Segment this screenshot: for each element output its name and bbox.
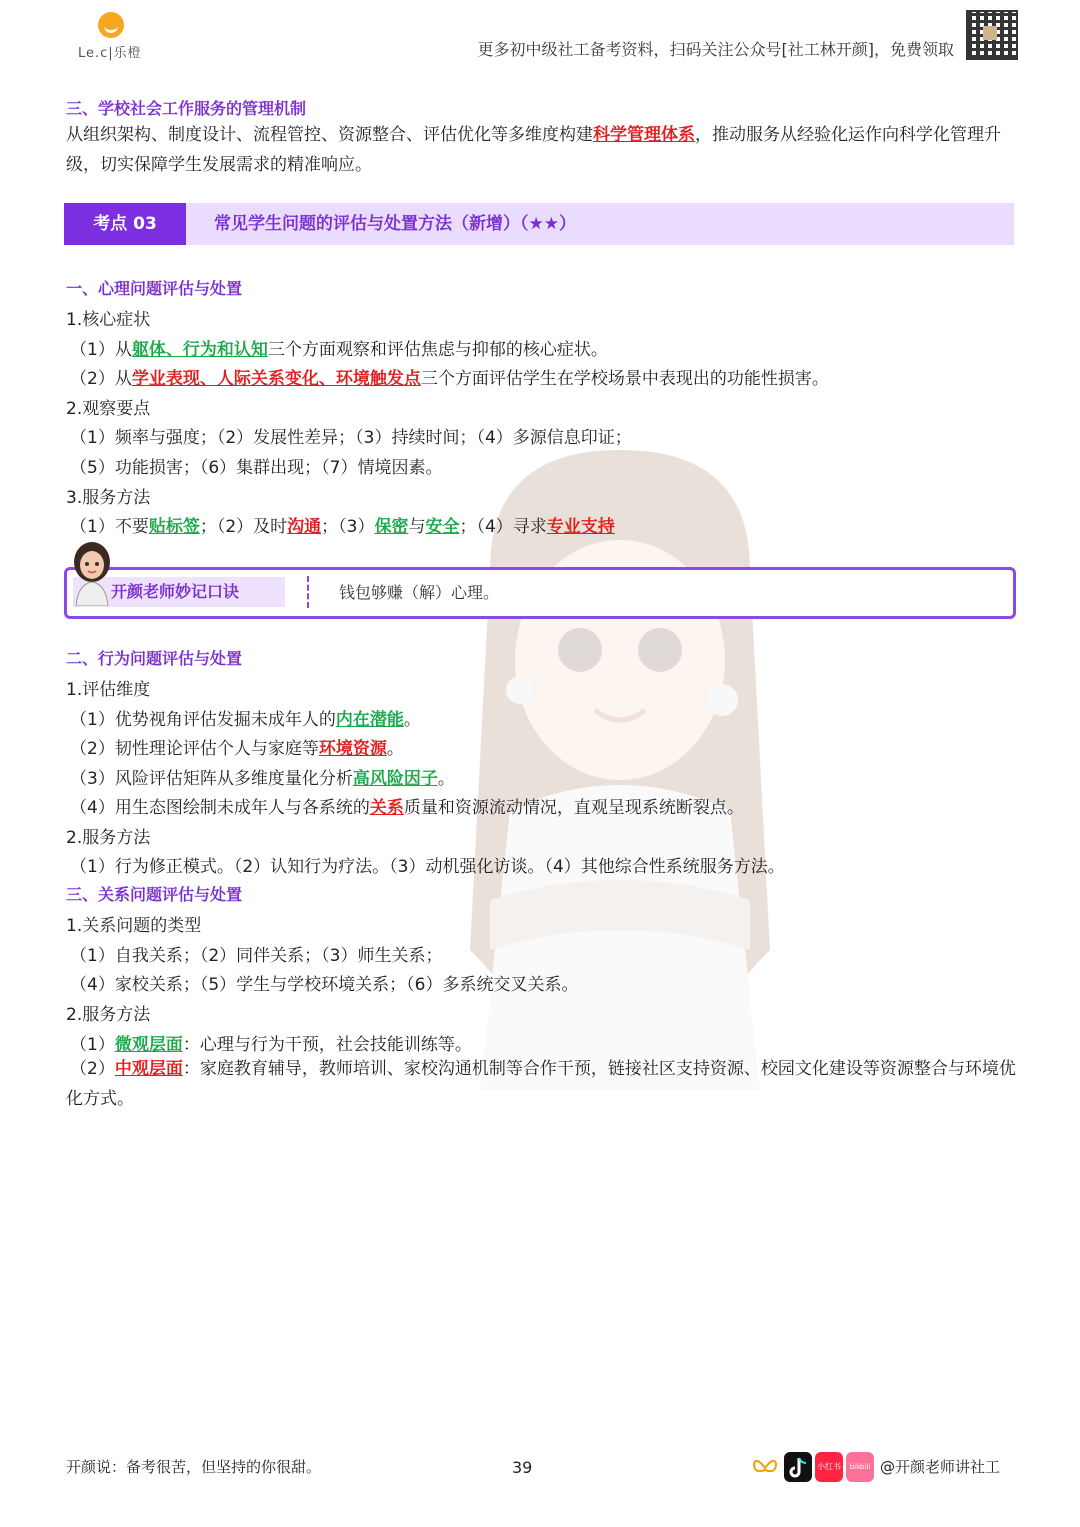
section-heading-behavior: 二、行为问题评估与处置 <box>66 649 243 668</box>
mnemonic-label: 开颜老师妙记口诀 <box>73 577 285 607</box>
qr-code-icon[interactable] <box>966 10 1018 60</box>
kaodian-title: 常见学生问题的评估与处置方法（新增）（★★） <box>214 214 576 234</box>
teacher-avatar-icon <box>70 540 114 606</box>
behavior-item-3: （3）风险评估矩阵从多维度量化分析高风险因子。 <box>70 769 455 789</box>
butterfly-icon[interactable] <box>752 1456 778 1480</box>
mnemonic-text: 钱包够赚（解）心理。 <box>339 583 500 602</box>
psych-item-2: （2）从学业表现、人际关系变化、环境触发点三个方面评估学生在学校场景中表现出的功能性损害。 <box>70 369 829 389</box>
psych-item-1: （1）从躯体、行为和认知三个方面观察和评估焦虑与抑郁的核心症状。 <box>70 340 608 360</box>
psych-observation-line-1: （1）频率与强度；（2）发展性差异；（3）持续时间；（4）多源信息印证； <box>70 428 632 448</box>
psych-methods-line: （1）不要贴标签；（2）及时沟通；（3）保密与安全；（4）寻求专业支持 <box>70 517 615 537</box>
footer-motto: 开颜说：备考很苦，但坚持的你很甜。 <box>66 1458 322 1476</box>
highlight-science-management: 科学管理体系 <box>593 125 695 145</box>
relationship-types-line-1: （1）自我关系；（2）同伴关系；（3）师生关系； <box>70 946 443 966</box>
behavior-sub-methods: 2.服务方法 <box>66 828 151 848</box>
section-heading-management: 三、学校社会工作服务的管理机制 <box>66 99 307 118</box>
bilibili-icon[interactable]: bilibili <box>846 1452 874 1482</box>
relationship-method-1: （1）微观层面：心理与行为干预，社会技能训练等。 <box>70 1035 472 1055</box>
behavior-item-2: （2）韧性理论评估个人与家庭等环境资源。 <box>70 739 404 759</box>
section-heading-psych: 一、心理问题评估与处置 <box>66 279 243 298</box>
kaodian-tag: 考点 03 <box>64 203 186 245</box>
relationship-types-line-2: （4）家校关系；（5）学生与学校环境关系；（6）多系统交叉关系。 <box>70 975 579 995</box>
page-number: 39 <box>512 1458 533 1477</box>
mnemonic-divider <box>307 576 309 608</box>
social-handle: @开颜老师讲社工 <box>880 1458 1001 1476</box>
relationship-method-2: （2）中观层面：家庭教育辅导，教师培训、家校沟通机制等合作干预，链接社区支持资源、校园文化建设等资源整合与环境优化方式。 <box>66 1059 1016 1109</box>
section-heading-relationship: 三、关系问题评估与处置 <box>66 885 243 904</box>
psych-observation-line-2: （5）功能损害；（6）集群出现；（7）情境因素。 <box>70 458 443 478</box>
behavior-item-4: （4）用生态图绘制未成年人与各系统的关系质量和资源流动情况，直观呈现系统断裂点。 <box>70 798 744 818</box>
relationship-sub-methods: 2.服务方法 <box>66 1005 151 1025</box>
psych-sub-methods: 3.服务方法 <box>66 488 151 508</box>
brand-logo <box>78 12 148 61</box>
xiaohongshu-icon[interactable]: 小红书 <box>815 1452 843 1482</box>
douyin-icon[interactable] <box>784 1452 812 1482</box>
psych-sub-symptoms: 1.核心症状 <box>66 310 151 330</box>
management-paragraph: 从组织架构、制度设计、流程管控、资源整合、评估优化等多维度构建科学管理体系，推动服务从经验化运作向科学化管理升级，切实保障学生发展需求的精准响应。 <box>66 125 1001 175</box>
mnemonic-box <box>64 567 1016 619</box>
psych-sub-observation: 2.观察要点 <box>66 399 151 419</box>
kaodian-banner <box>64 203 1014 245</box>
relationship-sub-types: 1.关系问题的类型 <box>66 916 202 936</box>
logo-text: Le.c|乐橙 <box>78 46 142 61</box>
header-promo-note: 更多初中级社工备考资料，扫码关注公众号[社工林开颜]，免费领取 <box>477 40 954 59</box>
behavior-sub-dimensions: 1.评估维度 <box>66 680 151 700</box>
behavior-methods-line: （1）行为修正模式。（2）认知行为疗法。（3）动机强化访谈。（4）其他综合性系统服务方法。 <box>70 857 785 877</box>
behavior-item-1: （1）优势视角评估发掘未成年人的内在潜能。 <box>70 710 421 730</box>
